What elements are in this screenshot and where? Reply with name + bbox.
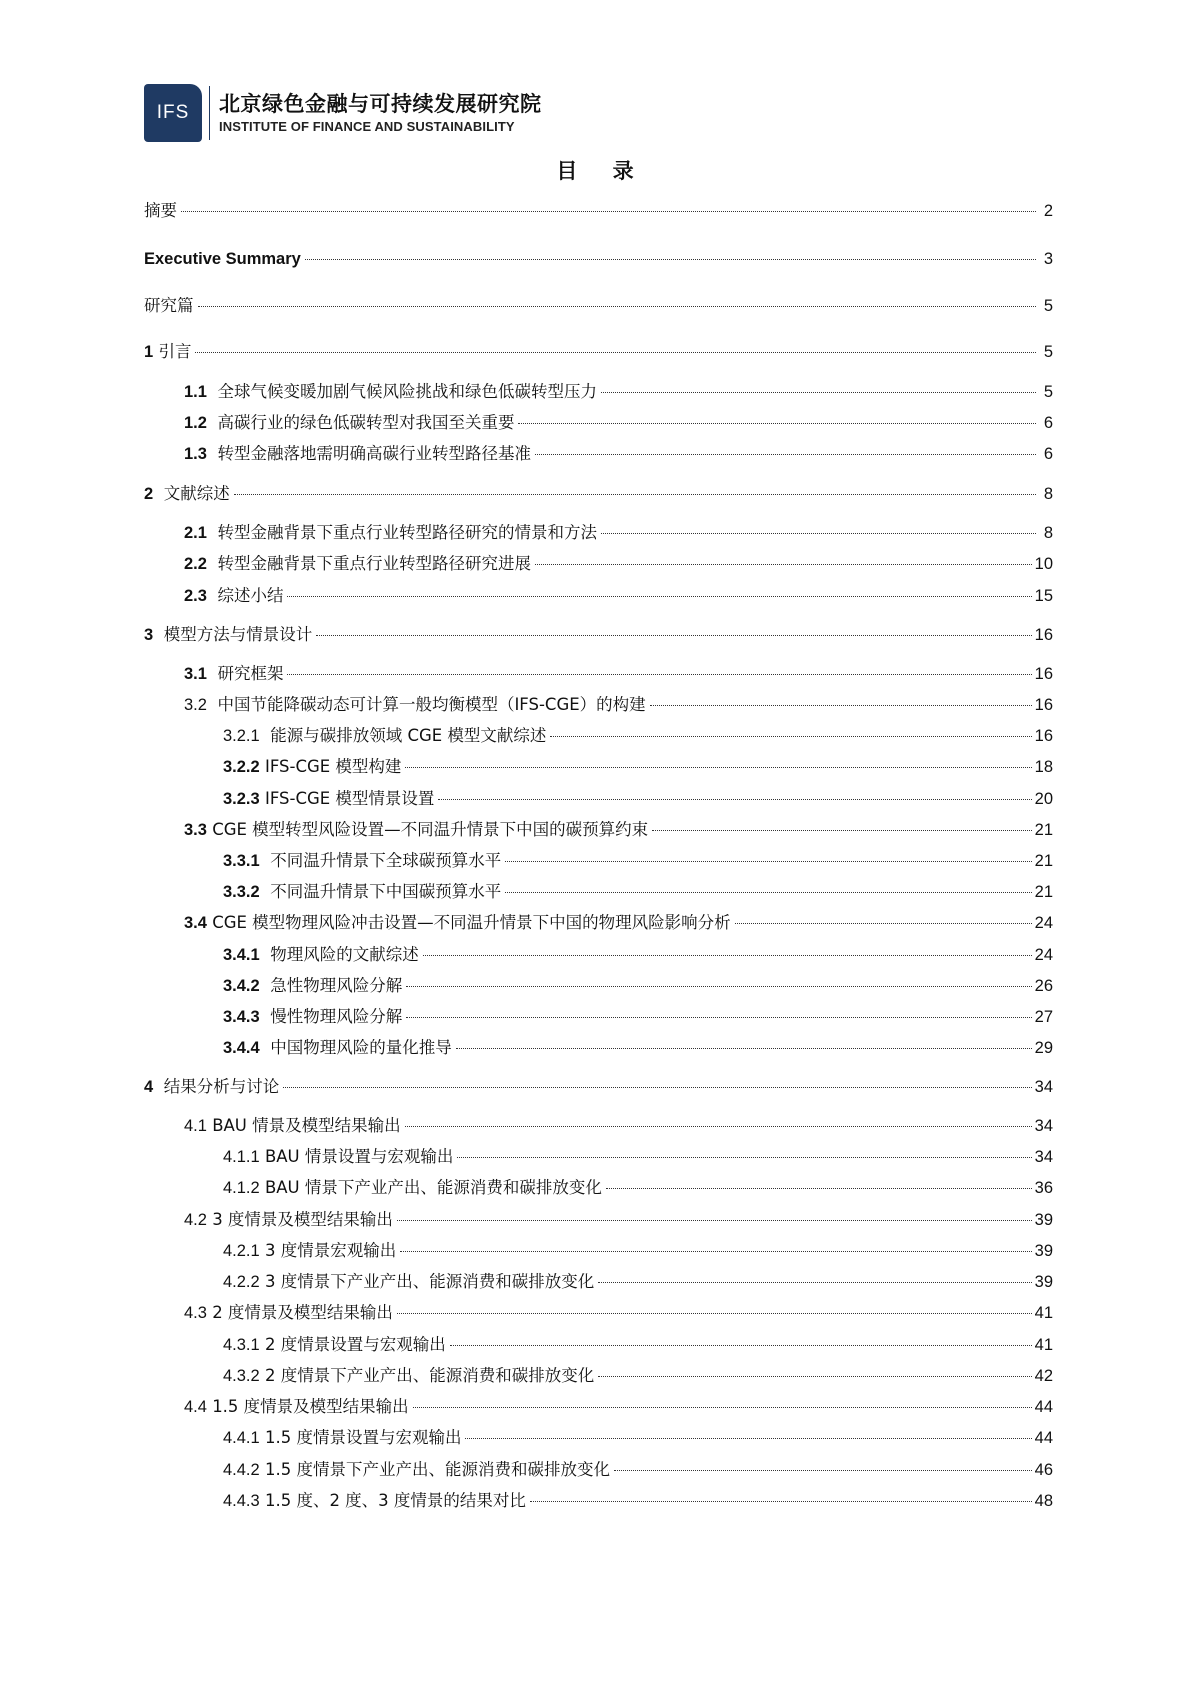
toc-entry-number: 4.2	[184, 1211, 207, 1229]
toc-entry-4-1-1[interactable]	[223, 1145, 1053, 1169]
toc-entry-4-4-2[interactable]	[223, 1458, 1053, 1482]
toc-leader	[606, 1188, 1032, 1189]
toc-entry-page: 21	[1034, 821, 1053, 839]
toc-entry-page: 39	[1034, 1273, 1053, 1291]
toc-leader	[397, 1220, 1032, 1221]
toc-leader	[406, 1017, 1031, 1018]
toc-leader	[305, 259, 1036, 260]
toc-entry-4[interactable]	[144, 1075, 1053, 1099]
toc-leader	[598, 1282, 1031, 1283]
toc-entry-page: 34	[1034, 1117, 1053, 1135]
toc-entry-label: 综述小结	[217, 586, 284, 605]
toc-entry-label: 结果分析与讨论	[163, 1077, 280, 1096]
toc-entry-number: 2.2	[184, 555, 207, 573]
org-name-cn: 北京绿色金融与可持续发展研究院	[219, 92, 542, 116]
toc-entry-label: 摘要	[144, 201, 177, 220]
toc-entry-label: IFS-CGE 模型情景设置	[264, 789, 435, 808]
toc-entry-label: CGE 模型物理风险冲击设置—不同温升情景下中国的物理风险影响分析	[212, 913, 731, 932]
toc-entry-4-2-2[interactable]	[223, 1270, 1053, 1294]
toc-entry-number: 3.4.4	[223, 1039, 260, 1057]
toc-entry-number: 4.4	[184, 1398, 207, 1416]
toc-entry-label: 高碳行业的绿色低碳转型对我国至关重要	[217, 413, 515, 432]
toc-leader	[400, 1251, 1031, 1252]
toc-entry-3-4-1[interactable]	[223, 943, 1053, 967]
toc-entry-number: 3.3.2	[223, 883, 260, 901]
toc-entry-page: 8	[1043, 485, 1053, 503]
toc-entry-number: 1.2	[184, 414, 207, 432]
toc-entry-label: 1.5 度情景设置与宏观输出	[264, 1428, 462, 1447]
toc-entry-page: 46	[1034, 1461, 1053, 1479]
toc-leader	[405, 767, 1031, 768]
toc-entry-1[interactable]	[144, 340, 1053, 364]
toc-entry-label: 研究篇	[144, 296, 194, 315]
toc-entry-page: 21	[1034, 883, 1053, 901]
toc-entry-1-2[interactable]	[184, 411, 1053, 435]
toc-entry-number: 4.3	[184, 1304, 207, 1322]
toc-entry-label: IFS-CGE 模型构建	[264, 757, 402, 776]
toc-leader	[601, 392, 1036, 393]
toc-leader	[438, 799, 1031, 800]
toc-leader	[535, 454, 1036, 455]
toc-entry-label: 慢性物理风险分解	[270, 1007, 403, 1026]
toc-entry-page: 16	[1034, 665, 1053, 683]
toc-leader	[423, 955, 1032, 956]
toc-entry-3-2-3[interactable]	[223, 787, 1053, 811]
toc-entry-3[interactable]	[144, 623, 1053, 647]
toc-entry-number: 3.1	[184, 665, 207, 683]
toc-entry-2[interactable]	[144, 482, 1053, 506]
toc-entry-number: 1	[144, 343, 154, 361]
toc-entry-3-2[interactable]	[184, 693, 1053, 717]
toc-leader	[195, 352, 1036, 353]
toc-leader	[465, 1438, 1031, 1439]
toc-entry-4-3-1[interactable]	[223, 1333, 1053, 1357]
toc-leader	[518, 423, 1036, 424]
toc-entry-page: 44	[1034, 1429, 1053, 1447]
toc-entry-label: 3 度情景宏观输出	[264, 1241, 397, 1260]
toc-entry-number: 3.3	[184, 821, 207, 839]
toc-entry-number: 3.4.2	[223, 977, 260, 995]
toc-entry-page: 5	[1043, 383, 1053, 401]
toc-leader	[406, 986, 1031, 987]
toc-leader	[456, 1048, 1032, 1049]
toc-entry-number: 1.1	[184, 383, 207, 401]
toc-entry-page: 2	[1043, 202, 1053, 220]
toc-entry-page: 10	[1034, 555, 1053, 573]
toc-entry-label: 转型金融落地需明确高碳行业转型路径基准	[217, 444, 531, 463]
toc-entry-label: 全球气候变暖加剧气候风险挑战和绿色低碳转型压力	[217, 382, 597, 401]
toc-entry-3-4-4[interactable]	[223, 1036, 1053, 1060]
toc-entry-page: 27	[1034, 1008, 1053, 1026]
toc-entry-label: BAU 情景及模型结果输出	[212, 1116, 401, 1135]
toc-leader	[457, 1157, 1031, 1158]
toc-entry-number: 4.1.1	[223, 1148, 260, 1166]
toc-entry-label: 不同温升情景下中国碳预算水平	[270, 882, 502, 901]
toc-entry-number: 3.4.3	[223, 1008, 260, 1026]
toc-entry-page: 34	[1034, 1078, 1053, 1096]
toc-entry-4-2-1[interactable]	[223, 1239, 1053, 1263]
toc-entry-number: 2.1	[184, 524, 207, 542]
toc-entry-page: 16	[1034, 626, 1053, 644]
toc-entry-number: 3.3.1	[223, 852, 260, 870]
toc-entry-2-2[interactable]	[184, 552, 1053, 576]
toc-leader	[614, 1470, 1032, 1471]
toc-leader	[505, 861, 1031, 862]
toc-leader	[652, 830, 1031, 831]
toc-entry-label: 不同温升情景下全球碳预算水平	[270, 851, 502, 870]
toc-leader	[735, 923, 1032, 924]
toc-entry-abstract[interactable]	[144, 199, 1053, 223]
toc-entry-label: 3 度情景下产业产出、能源消费和碳排放变化	[264, 1272, 595, 1291]
toc-entry-label: 转型金融背景下重点行业转型路径研究进展	[217, 554, 531, 573]
toc-entry-number: 4.3.1	[223, 1336, 260, 1354]
toc-entry-4-2[interactable]	[184, 1208, 1053, 1232]
toc-entry-number: 4.4.1	[223, 1429, 260, 1447]
toc-entry-page: 24	[1034, 914, 1053, 932]
toc-entry-page: 41	[1034, 1336, 1053, 1354]
toc-leader	[198, 306, 1037, 307]
header	[144, 83, 542, 143]
toc-entry-number: 3.2	[184, 696, 207, 714]
toc-entry-page: 6	[1043, 445, 1053, 463]
toc-entry-number: 1.3	[184, 445, 207, 463]
toc-leader	[234, 494, 1036, 495]
toc-entry-label: 1.5 度情景下产业产出、能源消费和碳排放变化	[264, 1460, 610, 1479]
toc-entry-label: BAU 情景设置与宏观输出	[264, 1147, 454, 1166]
toc-leader	[650, 705, 1032, 706]
toc-entry-label: 急性物理风险分解	[270, 976, 403, 995]
toc-entry-research[interactable]	[144, 294, 1053, 318]
toc-entry-number: 4.2.1	[223, 1242, 260, 1260]
toc-leader	[283, 1087, 1031, 1088]
toc-entry-3-3-1[interactable]	[223, 849, 1053, 873]
toc-leader	[505, 892, 1031, 893]
toc-entry-4-1-2[interactable]	[223, 1176, 1053, 1200]
toc-entry-label: 引言	[158, 342, 192, 361]
toc-entry-label: 2 度情景设置与宏观输出	[264, 1335, 446, 1354]
toc-leader	[601, 533, 1036, 534]
toc-entry-label: CGE 模型转型风险设置—不同温升情景下中国的碳预算约束	[212, 820, 649, 839]
toc-entry-label: 1.5 度、2 度、3 度情景的结果对比	[264, 1491, 526, 1510]
toc-leader	[535, 564, 1032, 565]
toc-entry-number: 4.1	[184, 1117, 207, 1135]
toc-entry-3-1[interactable]	[184, 662, 1053, 686]
toc-entry-label: 2 度情景下产业产出、能源消费和碳排放变化	[264, 1366, 595, 1385]
toc-entry-2-1[interactable]	[184, 521, 1053, 545]
toc-entry-page: 20	[1034, 790, 1053, 808]
toc-entry-number: 3.4	[184, 914, 207, 932]
toc-entry-1-3[interactable]	[184, 442, 1053, 466]
toc-entry-3-4[interactable]	[184, 911, 1053, 935]
toc-entry-number: 4	[144, 1078, 154, 1096]
toc-entry-number: 4.1.2	[223, 1179, 260, 1197]
toc-entry-label: BAU 情景下产业产出、能源消费和碳排放变化	[264, 1178, 602, 1197]
toc-entry-label: 能源与碳排放领域 CGE 模型文献综述	[270, 726, 547, 745]
org-name-en: INSTITUTE OF FINANCE AND SUSTAINABILITY	[219, 119, 515, 134]
toc-entry-number: 2	[144, 485, 154, 503]
toc-entry-page: 6	[1043, 414, 1053, 432]
toc-entry-page: 44	[1034, 1398, 1053, 1416]
toc-leader	[181, 211, 1036, 212]
toc-entry-3-3[interactable]	[184, 818, 1053, 842]
toc-entry-label: 2 度情景及模型结果输出	[212, 1303, 393, 1322]
toc-entry-page: 26	[1034, 977, 1053, 995]
toc-entry-page: 48	[1034, 1492, 1053, 1510]
toc-entry-page: 39	[1034, 1211, 1053, 1229]
toc-entry-label: 转型金融背景下重点行业转型路径研究的情景和方法	[217, 523, 597, 542]
toc-entry-number: 3.2.3	[223, 790, 260, 808]
toc-entry-page: 5	[1043, 297, 1053, 315]
toc-entry-label: 模型方法与情景设计	[163, 625, 313, 644]
logo-divider	[209, 86, 210, 140]
toc-entry-label: 中国物理风险的量化推导	[270, 1038, 452, 1057]
toc-entry-3-2-1[interactable]	[223, 724, 1053, 748]
toc-entry-page: 18	[1034, 758, 1053, 776]
org-name	[219, 90, 542, 136]
toc-entry-1-1[interactable]	[184, 380, 1053, 404]
toc-entry-page: 16	[1034, 727, 1053, 745]
toc-entry-number: 4.2.2	[223, 1273, 260, 1291]
toc-entry-label: 物理风险的文献综述	[270, 945, 419, 964]
toc-title: 目 录	[556, 159, 648, 183]
toc-entry-label: 3 度情景及模型结果输出	[212, 1210, 393, 1229]
toc-entry-page: 16	[1034, 696, 1053, 714]
toc-leader	[397, 1313, 1032, 1314]
toc-entry-page: 36	[1034, 1179, 1053, 1197]
toc-leader	[598, 1376, 1031, 1377]
toc-leader	[316, 635, 1031, 636]
toc-entry-4-4-1[interactable]	[223, 1426, 1053, 1450]
toc-entry-page: 21	[1034, 852, 1053, 870]
toc-entry-page: 5	[1043, 343, 1053, 361]
toc-entry-3-2-2[interactable]	[223, 755, 1053, 779]
toc-entry-3-4-3[interactable]	[223, 1005, 1053, 1029]
toc-entry-label: 文献综述	[163, 484, 230, 503]
toc-leader	[550, 736, 1031, 737]
toc-entry-page: 8	[1043, 524, 1053, 542]
toc-entry-number: 3	[144, 626, 154, 644]
toc-leader	[450, 1345, 1032, 1346]
toc-entry-page: 42	[1034, 1367, 1053, 1385]
toc-entry-page: 39	[1034, 1242, 1053, 1260]
toc-leader	[287, 596, 1031, 597]
ifs-logo: IFS	[144, 84, 202, 142]
toc-entry-page: 3	[1043, 250, 1053, 268]
toc-entry-4-3[interactable]	[184, 1301, 1053, 1325]
toc-leader	[405, 1126, 1032, 1127]
toc-entry-number: 2.3	[184, 587, 207, 605]
toc-entry-page: 24	[1034, 946, 1053, 964]
toc-leader	[287, 674, 1031, 675]
toc-entry-number: 4.3.2	[223, 1367, 260, 1385]
toc-entry-page: 41	[1034, 1304, 1053, 1322]
toc-entry-4-4-3[interactable]	[223, 1489, 1053, 1513]
toc-entry-executive-summary[interactable]	[144, 247, 1053, 271]
toc-entry-label: 中国节能降碳动态可计算一般均衡模型（IFS-CGE）的构建	[217, 695, 646, 714]
toc-entry-label: 1.5 度情景及模型结果输出	[212, 1397, 409, 1416]
toc-entry-page: 34	[1034, 1148, 1053, 1166]
toc-entry-label: Executive Summary	[144, 250, 301, 268]
toc-entry-number: 3.2.1	[223, 727, 260, 745]
toc-entry-label: 研究框架	[217, 664, 284, 683]
toc-leader	[413, 1407, 1032, 1408]
toc-entry-page: 29	[1034, 1039, 1053, 1057]
toc-entry-number: 3.2.2	[223, 758, 260, 776]
toc-entry-3-3-2[interactable]	[223, 880, 1053, 904]
toc-entry-4-3-2[interactable]	[223, 1364, 1053, 1388]
toc-entry-4-1[interactable]	[184, 1114, 1053, 1138]
toc-entry-3-4-2[interactable]	[223, 974, 1053, 998]
toc-entry-number: 4.4.3	[223, 1492, 260, 1510]
toc-entry-2-3[interactable]	[184, 584, 1053, 608]
toc-entry-page: 15	[1034, 587, 1053, 605]
toc-entry-4-4[interactable]	[184, 1395, 1053, 1419]
toc-entry-number: 4.4.2	[223, 1461, 260, 1479]
toc-entry-number: 3.4.1	[223, 946, 260, 964]
toc-leader	[530, 1501, 1032, 1502]
